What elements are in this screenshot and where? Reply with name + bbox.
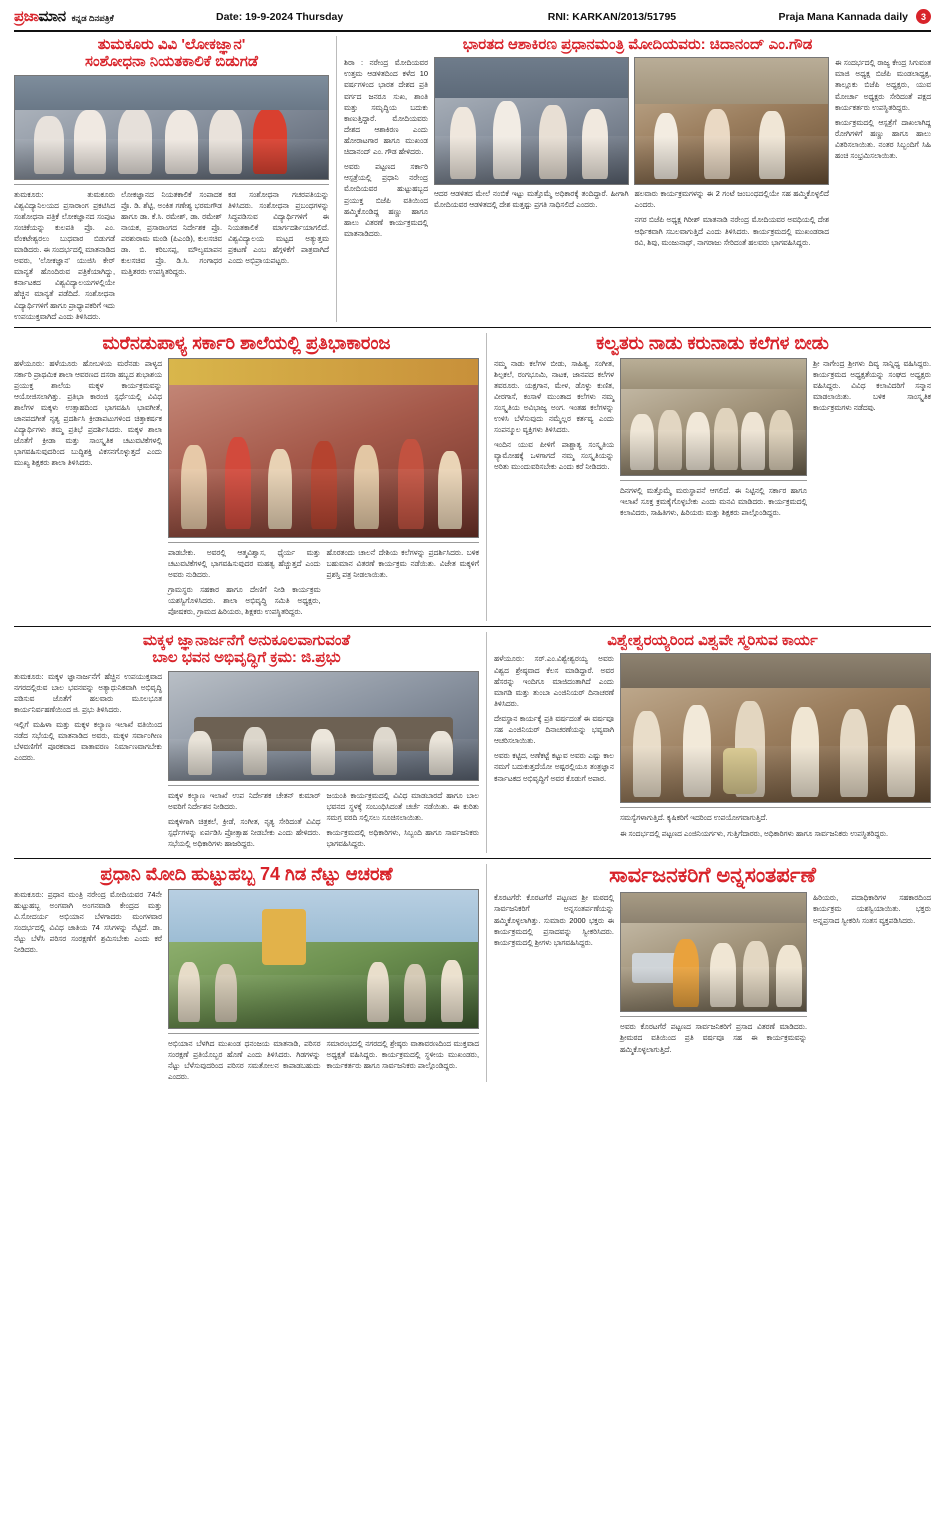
issue-date: Date: 19-9-2024 Thursday [216, 10, 344, 23]
modibday-col-1: ತುಮಕೂರು: ಪ್ರಧಾನ ಮಂತ್ರಿ ನರೇಂದ್ರ ಮೋದಿಯವರ 74ನೇ ಹುಟ್ಟುಹಬ್ಬ ಅಂಗವಾಗಿ ಅಂಗನವಾಡಿ ಕೇಂದ್ರದ ಮತ್ತು ವಿ.ಸೋದರ್ಯ ಅಭಿಯಾನ ಬೆಳಗಾದರು ಮಂಗಳವಾರ ಸಂದರ್ಭದಲ್ಲಿ ವಿವಿಧ ಜಾತಿಯ 74 ಸಸಿಗಳನ್ನು ನೆಟ್ಟಿದೆ. ಡಾ. ನೆಟ್ಟು ಬೆಳೆಸಿ ಪರಿಸರ ಸಂರಕ್ಷಣೆಗೆ ಶ್ರಮಿಸಬೇಕು ಎಂದು ಕರೆ ನೀಡಿದರು. [14, 889, 162, 955]
rni-number: RNI: KARKAN/2013/51795 [547, 10, 677, 23]
publication-subtitle: ಕನ್ನಡ ದಿನಪತ್ರಿಕೆ [71, 13, 114, 23]
row-bottom [14, 864, 931, 1082]
article-children-bhavan [14, 632, 479, 853]
headline-tumkur-2: ಸಂಶೋಧನಾ ನಿಯತಕಾಲಿಕೆ ಬಿಡುಗಡೆ [85, 53, 258, 71]
hospital-visit-photo [634, 57, 829, 185]
tumkur-col-2: ಲೋಕಜ್ಞಾನದ ನಿಯತಕಾಲಿಕೆ ಸಂಪಾದಕ ಪ್ರೊ. ಡಿ. ಶೆಟ್ಟಿ, ಅಂಕಿತ ಗಣೇಶ್ಯ ಭರಮಗೌಡ ಹಾಗೂ ಡಾ. ಕೆ.ಸಿ. ರಮೇಶ್, ಡಾ. ರಮೇಶ್ ನಾಯಕ, ಪ್ರಸಾರಾಂಗದ ನಿರ್ದೇಶಕ ಪ್ರೊ. ಪರಶುರಾಮ ಮಂಡಿ (ಪಿಎಂಡಿ), ಕುಲಸಚಿವ ಡಾ. ಬಿ. ಕರಿಬಸಪ್ಪ, ಮೌಲ್ಯಮಾಪನ ಕುಲಸಚಿವ ಪ್ರೊ. ಡಿ.ಸಿ. ಗಂಗಾಧರ ಮತ್ತಿತರರು ಉಪಸ್ಥಿತರಿದ್ದರು. [121, 189, 222, 277]
bjp-leaders-photo [434, 57, 629, 185]
tumkur-col-3: ಕಡ ಸಂಶೋಧನಾ ಗಚರಪತಿಯನ್ನು ತಿಳಿಸಿದರು. ಸಂಶೋಧನಾ ಪ್ರಬಂಧಗಳನ್ನು ಸಿದ್ಧಪಡಿಸುವ ವಿದ್ಯಾರ್ಥಿಗಳಿಗೆ ಈ ನಿಯತಕಾಲಿಕೆ ಮಾರ್ಗದರ್ಶಿಯಾಗಲಿದೆ. ವಿಶ್ವವಿದ್ಯಾಲಯ ಮಟ್ಟದ ಅತ್ಯುತ್ತಮ ಪ್ರಕಟಣೆ ಎಂಬ ಹೆಗ್ಗಳಿಕೆಗೆ ಪಾತ್ರವಾಗಿದೆ ಎಂದು ಅಭಿಪ್ರಾಯಪಟ್ಟರು. [228, 189, 329, 266]
vishwa-col-2: ಸಮಸ್ಯೆಗಳಾಗುತ್ತಿದೆ. ಕೃಷಿಕರಿಗೆ ಇದರಿಂದ ಉಪಯೋಗವಾಗುತ್ತಿದೆ. [620, 813, 768, 823]
engineers-day-photo [620, 653, 931, 803]
article-modi-pm [344, 36, 931, 322]
publication-logo: ಪ್ರಜಾಮಾನ [14, 8, 66, 25]
article-tumkur-univ [14, 36, 329, 322]
bhavan-col-2b: ಮಕ್ಕಳಿಗಾಗಿ ಚಿತ್ರಕಲೆ, ಕ್ರೀಡೆ, ಸಂಗೀತ, ನೃತ್ಯ ಸೇರಿದಂತೆ ವಿವಿಧ ಸ್ಪರ್ಧೆಗಳನ್ನು ಏರ್ಪಡಿಸಿ ಪ್ರೋತ್ಸಾಹ ನೀಡಬೇಕು ಎಂದು ಹೇಳಿದರು. ಸಭೆಯಲ್ಲಿ ಅಧಿಕಾರಿಗಳು ಹಾಜರಿದ್ದರು. [168, 816, 321, 849]
headline-annasantarpane: ಸಾರ್ವಜನಕರಿಗೆ ಅನ್ನಸಂತರ್ಪಣೆ [609, 864, 816, 888]
school-col-1: ಹಳೆಯೂರು: ಹಳೆಯೂರು ಹೋಬಳಿಯ ಮರೆನಡು ಪಾಳ್ಯದ ಸರ್ಕಾರಿ ಪ್ರಾಥಮಿಕ ಶಾಲಾ ಆವರಣದ ದಸರಾ ಹಬ್ಬದ ಶುಭಾಶಯ ಪ್ರಯುಕ್ತ ಶಾಲೆಯ ಮಕ್ಕಳ ಕಾರ್ಯಕ್ರಮವನ್ನು ಆಯೋಜಿಸಲಾಗಿತ್ತು. ಪ್ರತಿಭಾ ಕಾರಂಜಿ ಸ್ಪರ್ಧೆಯಲ್ಲಿ ವಿವಿಧ ಶಾಲೆಗಳ ಮಕ್ಕಳು ಉತ್ಸಾಹದಿಂದ ಭಾಗವಹಿಸಿ ಭಾವಗೀತೆ, ಜಾನಪದಗೀತೆ ನೃತ್ಯ ಪ್ರದರ್ಶಿಸಿ ಕ್ರೀಡಾಪಟುಗಳಿಂದ ಚಿತ್ತಾಕರ್ಷಕ ವಿದ್ಯಾರ್ಥಿಗಳು ತಮ್ಮ ಪ್ರತಿಭೆ ಪ್ರದರ್ಶಿಸಿದರು. ಮಕ್ಕಳ ಶಾಲಾ ಜೊತೆಗೆ ಕ್ರೀಡಾ ಮತ್ತು ಸಾಂಸ್ಕೃತಿಕ ಚಟುವಟಿಕೆಗಳಲ್ಲಿ ಭಾಗವಹಿಸುವುದರಿಂದ ಬುದ್ಧಿಶಕ್ತಿ ವಿಕಸನಗೊಳ್ಳುತ್ತದೆ ಎಂದು ಮುಖ್ಯ ಶಿಕ್ಷಕರು ಶಾಲಾ ತಿಳಿಸಿದರು. [14, 358, 162, 468]
modi-col-1b: ಅವರು ಪಟ್ಟಣದ ಸರ್ಕಾರಿ ಆಸ್ಪತ್ರೆಯಲ್ಲಿ ಪ್ರಧಾನಿ ನರೇಂದ್ರ ಮೋದಿಯವರ ಹುಟ್ಟುಹಬ್ಬದ ಪ್ರಯುಕ್ತ ಬಿಜೆಪಿ ವತಿಯಿಂದ ಹಮ್ಮಿಕೊಂಡಿದ್ದ ಹಣ್ಣು ಹಾಗೂ ಹಾಲು ವಿತರಣೆ ಕಾರ್ಯಕ್ರಮದಲ್ಲಿ ಮಾತನಾಡಿದರು. [344, 162, 428, 238]
row-third [14, 632, 931, 853]
bhavan-col-1b: ಇಲ್ಲಿಗೆ ಮಹಿಳಾ ಮತ್ತು ಮಕ್ಕಳ ಕಲ್ಯಾಣ ಇಲಾಖೆ ವತಿಯಿಂದ ನಡೆದ ಸಭೆಯಲ್ಲಿ ಮಾತನಾಡಿದ ಅವರು, ಮಕ್ಕಳ ಸರ್ವಾಂಗೀಣ ಬೆಳವಣಿಗೆಗೆ ಪೂರಕವಾದ ವಾತಾವರಣ ನಿರ್ಮಾಣವಾಗಬೇಕು ಎಂದರು. [14, 720, 162, 763]
kalvataru-col-2: ದಿನಗಳಲ್ಲಿ ಮತ್ತೊಮ್ಮೆ ಮರುಸ್ಥಾಪನೆ ಆಗಲಿದೆ. ಈ ನಿಟ್ಟಿನಲ್ಲಿ ಸರ್ಕಾರ ಹಾಗೂ ಇಲಾಖೆ ಸೂಕ್ತ ಕ್ರಮಕೈಗೊಳ್ಳಬೇಕು ಎಂದು ಮನವಿ ಮಾಡಿದರು. ಕಾರ್ಯಕ್ರಮದಲ್ಲಿ ಕಲಾವಿದರು, ಸಾಹಿತಿಗಳು, ಹಿರಿಯರು ಮತ್ತು ಶಿಕ್ಷಕರು ಪಾಲ್ಗೊಂಡಿದ್ದರು. [620, 485, 807, 517]
school-children-cultural-photo [168, 358, 479, 538]
anna-col-2: ಅವರು ಕೊರಟಗೆರೆ ಪಟ್ಟಣದ ಸಾರ್ವಜನಿಕರಿಗೆ ಪ್ರಸಾದ ವಿತರಣೆ ಮಾಡಿದರು. ಶ್ರೀಮಠದ ವತಿಯಿಂದ ಪ್ರತಿ ವರ್ಷವೂ ಸಹ ಈ ಕಾರ್ಯಕ್ರಮವನ್ನು ಹಮ್ಮಿಕೊಳ್ಳಲಾಗುತ್ತಿದೆ. [620, 1022, 807, 1054]
folk-artists-group-photo [620, 358, 807, 476]
english-title: Praja Mana Kannada daily [778, 10, 908, 23]
modi-col-4: ಈ ಸಂದರ್ಭದಲ್ಲಿ ರಾಜ್ಯ ಕೇಂದ್ರ ಸಿಗುವಂತ ಮಾಜಿ ಅಧ್ಯಕ್ಷ ಬಿಜೆಪಿ ಮಂಡಲಾಧ್ಯಕ್ಷ, ತಾಲ್ಲೂಕು ಬಿಜೆಪಿ ಅಧ್ಯಕ್ಷರು, ಯುವ ಮೋರ್ಚಾ ಅಧ್ಯಕ್ಷರು ಸೇರಿದಂತೆ ಪಕ್ಷದ ಕಾರ್ಯಕರ್ತರು ಉಪಸ್ಥಿತರಿದ್ದರು. [835, 58, 931, 112]
article-kalvataru [494, 333, 931, 621]
bhavan-col-2: ಮಕ್ಕಳ ಕಲ್ಯಾಣ ಇಲಾಖೆ ಉಪ ನಿರ್ದೇಶಕ ಚೇತನ್ ಕುಮಾರ್ ಅವರಿಗೆ ನಿರ್ದೇಶನ ನೀಡಿದರು. [168, 790, 321, 811]
modi-col-4b: ಕಾರ್ಯಕ್ರಮದಲ್ಲಿ ಆಸ್ಪತ್ರೆಗೆ ದಾಖಲಾಗಿದ್ದ ರೋಗಿಗಳಿಗೆ ಹಣ್ಣು ಹಾಗೂ ಹಾಲು ವಿತರಿಸಲಾಯಿತು. ನಂತರ ಸಿಬ್ಬಂದಿಗೆ ಸಿಹಿ ಹಂಚಿ ಸಂಭ್ರಮಿಸಲಾಯಿತು. [835, 117, 931, 161]
meeting-table-photo [168, 671, 479, 781]
headline-bhavan-2: ಬಾಲ ಭವನ ಅಭಿವೃದ್ಧಿಗೆ ಕ್ರಮ: ಜಿ.ಪ್ರಭು [152, 649, 341, 667]
modi-col-3: ಹಲವಾರು ಕಾರ್ಯಕ್ರಮಗಳನ್ನು ಈ 2 ಗಂಟೆ ಜಂಬಂಧದಲ್ಲಿಯೇ ಸಹ ಹಮ್ಮಿಕೊಳ್ಳಲಿದೆ ಎಂದರು. [634, 189, 829, 210]
vishwa-col-1: ಹಳೆಯೂರು: ಸರ್.ಎಂ.ವಿಶ್ವೇಶ್ವರಯ್ಯ ಅವರು ವಿಶ್ವದ ಶ್ರೇಷ್ಠವಾದ ಕೆಲಸ ಮಾಡಿದ್ದಾರೆ. ಅವರ ಹೆಸರನ್ನು ಇಂದಿಗೂ ಮಾಜಿದಂತಾಗಿದೆ ಎಂದು ಮಾಗಡಿ ಮತ್ತು ತುಂಬಾ ಎಂಜಿನಿಯರ್ ದಿನಾಚರಣೆ ತಿಳಿಸಿದರು. [494, 654, 614, 708]
row-top [14, 36, 931, 322]
tumkur-col-1: ತುಮಕೂರು: ತುಮಕೂರು ವಿಶ್ವವಿದ್ಯಾನಿಲಯದ ಪ್ರಸಾರಾಂಗ ಪ್ರಕಟಿಸಿದ ಸಂಶೋಧನಾ ಪತ್ರಿಕೆ ಲೋಕಜ್ಞಾನದ ಸಂಪುಟ ಸಂಚಿಕೆಯನ್ನು ಕುಲಪತಿ ಪ್ರೊ. ಎಂ. ವೆಂಕಟೇಶ್ವರಲು ಬುಧವಾರ ಬಿಡುಗಡೆ ಮಾಡಿದರು. ಈ ಸಂದರ್ಭದಲ್ಲಿ ಮಾತನಾಡಿದ ಅವರು, 'ಲೋಕಜ್ಞಾನ' ಯುಜಿಸಿ ಕೇರ್ ಮಾನ್ಯತೆ ಹೊಂದಿರುವ ಪತ್ರಿಕೆಯಾಗಿದ್ದು, ಕರ್ನಾಟಕದ ವಿಶ್ವವಿದ್ಯಾಲಯಗಳಲ್ಲಿಯೇ ಹೆಚ್ಚಿನ ಮಾನ್ಯತೆ ಪಡೆದಿದೆ. ಸಂಶೋಧನಾ ವಿದ್ಯಾರ್ಥಿಗಳಿಗೆ ಹಾಗೂ ಪ್ರಾಧ್ಯಾಪಕರಿಗೆ ಇದು ಉಪಯುಕ್ತವಾಗಿದೆ ಎಂದು ತಿಳಿಸಿದರು. [14, 189, 115, 321]
school-col-2: ಪಾಡಬೇಕು. ಅವರಲ್ಲಿ ಆತ್ಮವಿಶ್ವಾಸ, ಧೈರ್ಯ ಮತ್ತು ಚಟುವಟಿಕೆಗಳಲ್ಲಿ ಭಾಗವಹಿಸುವುದರ ಮಹತ್ವ ಹೆಚ್ಚುತ್ತದೆ ಎಂದು ಅವರು ನುಡಿದರು. [168, 547, 321, 579]
school-col-2b: ಗ್ರಾಮಸ್ಥರು ಸಹಕಾರ ಹಾಗೂ ದೇಣಿಗೆ ನೀಡಿ ಕಾರ್ಯಕ್ರಮ ಯಶಸ್ವಿಗೊಳಿಸಿದರು. ಶಾಲಾ ಅಭಿವೃದ್ಧಿ ಸಮಿತಿ ಅಧ್ಯಕ್ಷರು, ಪೋಷಕರು, ಗ್ರಾಮದ ಹಿರಿಯರು, ಶಿಕ್ಷಕರು ಉಪಸ್ಥಿತರಿದ್ದರು. [168, 584, 321, 617]
school-col-3: ಹೊರತಂದು ಚಾಲನೆ ದೇಶಿಯ ಕಲೆಗಳನ್ನು ಪ್ರದರ್ಶಿಸಿದರು. ಬಳಿಕ ಬಹುಮಾನ ವಿತರಣೆ ಕಾರ್ಯಕ್ರಮ ನಡೆಯಿತು. ವಿಜೇತ ಮಕ್ಕಳಿಗೆ ಪ್ರಶಸ್ತಿ ಪತ್ರ ನೀಡಲಾಯಿತು. [326, 547, 479, 579]
modi-col-3b: ನಗರ ಬಿಜೆಪಿ ಅಧ್ಯಕ್ಷ ಗಿರೀಶ್ ಮಾತನಾಡಿ ನರೇಂದ್ರ ಮೋದಿಯವರ ಅವಧಿಯಲ್ಲಿ ದೇಶ ಆರ್ಥಿಕವಾಗಿ ಸಬಲವಾಗುತ್ತಿದೆ ಎಂದು ತಿಳಿಸಿದರು. ಕಾರ್ಯಕ್ರಮದಲ್ಲಿ ಮುಖಂಡರಾದ ರವಿ, ಶಿವು, ಮಂಜುನಾಥ್, ನಾಗರಾಜು ಸೇರಿದಂತೆ ಹಲವರು ಭಾಗವಹಿಸಿದ್ದರು. [634, 215, 829, 247]
bhavan-col-3b: ಕಾರ್ಯಕ್ರಮದಲ್ಲಿ ಅಧಿಕಾರಿಗಳು, ಸಿಬ್ಬಂದಿ ಹಾಗೂ ಸಾರ್ವಜನಿಕರು ಭಾಗವಹಿಸಿದ್ದರು. [326, 827, 479, 849]
headline-modi-pm: ಭಾರತದ ಆಶಾಕಿರಣ ಪ್ರಧಾನಮಂತ್ರಿ ಮೋದಿಯವರು: ಚಿದಾನಂದ್ ಎಂ.ಗೌಡ [462, 36, 813, 53]
modibday-col-2: ಅಭಿಯಾನ ಬೆಳಗಿದ ಮುಖಂಡ ಧನಂಜಯ ಮಾತನಾಡಿ, ಪರಿಸರ ಸಂರಕ್ಷಣೆ ಪ್ರತಿಯೊಬ್ಬರ ಹೊಣೆ ಎಂದು ತಿಳಿಸಿದರು. ಗಿಡಗಳನ್ನು ನೆಟ್ಟು ಬೆಳೆಸುವುದರಿಂದ ಪರಿಸರ ಸಮತೋಲನ ಕಾಪಾಡಬಹುದು ಎಂದರು. [168, 1038, 321, 1082]
headline-tumkur-1: ತುಮಕೂರು ವಿವಿ 'ಲೋಕಜ್ಞಾನ' [97, 36, 246, 53]
kalvataru-col-3: ಶ್ರೀ ನಾಗೇಂದ್ರ ಶ್ರೀಗಳು ದಿವ್ಯ ಸಾನ್ನಿಧ್ಯ ವಹಿಸಿದ್ದರು. ಕಾರ್ಯಕ್ರಮದ ಅಧ್ಯಕ್ಷತೆಯನ್ನು ಸಂಘದ ಅಧ್ಯಕ್ಷರು ವಹಿಸಿದ್ದರು. ವಿವಿಧ ಕಲಾವಿದರಿಗೆ ಸನ್ಮಾನ ಮಾಡಲಾಯಿತು. ಬಳಿಕ ಸಾಂಸ್ಕೃತಿಕ ಕಾರ್ಯಕ್ರಮಗಳು ನಡೆದವು. [813, 358, 931, 412]
article-modi-birthday [14, 864, 479, 1082]
vishwa-col-2b: ಈ ಸಂದರ್ಭದಲ್ಲಿ ಪಟ್ಟಣದ ಎಂಜಿನಿಯರ್ಗಳು, ಗುತ್ತಿಗೆದಾರರು, ಅಧಿಕಾರಿಗಳು ಹಾಗೂ ಸಾರ್ವಜನಿಕರು ಉಪಸ್ಥಿತರಿದ್ದರು. [620, 828, 889, 838]
headline-modi-birthday: ಪ್ರಧಾನಿ ಮೋದಿ ಹುಟ್ಟುಹಬ್ಬ 74 ಗಿಡ ನೆಟ್ಟು ಆಚರಣೆ [100, 864, 393, 885]
headline-kalvataru: ಕಲ್ವತರು ನಾಡು ಕರುನಾಡು ಕಲೆಗಳ ಬೀಡು [596, 332, 829, 353]
row-middle [14, 333, 931, 621]
article-annasantarpane [494, 864, 931, 1082]
modi-col-1: ಶಿರಾ : ನರೇಂದ್ರ ಮೋದಿಯವರ ಉತ್ತಮ ಆಡಳಿತದಿಂದ ಕಳೆದ 10 ವರ್ಷಗಳಿಂದ ಭಾರತ ದೇಶದ ಪ್ರತಿ ವರ್ಗದ ಜನರೂ ಸುಖ, ಶಾಂತಿ ಮತ್ತು ಸಮೃದ್ಧಿಯ ಬದುಕು ಕಾಣುತ್ತಿದ್ದಾರೆ. ಮೋದಿಯವರು ದೇಶದ ಆಶಾಕಿರಣ ಎಂದು ಹೋರಾಟಗಾರ ಹಾಗೂ ಮುಖಂಡ ಚಿದಾನಂದ್ ಎಂ. ಗೌಡ ಹೇಳಿದರು. [344, 58, 428, 157]
bhavan-col-1: ತುಮಕೂರು: ಮಕ್ಕಳ ಜ್ಞಾನಾರ್ಜನೆಗೆ ಹೆಚ್ಚಿನ ಉಪಯುಕ್ತವಾದ ನಗರದಲ್ಲಿರುವ ಬಾಲ ಭವನವನ್ನು ಅತ್ಯಾಧುನಿಕವಾಗಿ ಅಭಿವೃದ್ಧಿ ಪಡಿಸುವ ಜೊತೆಗೆ ಹಲವಾರು ಮೂಲಭೂತ ಕಾರ್ಯನಿರ್ವಹಣೆಯಿಂದ ಜಿ. ಪ್ರಭು ತಿಳಿಸಿದರು. [14, 671, 162, 714]
modi-col-2: ಆದರ ಆಡಳಿತದ ಮೇಲೆ ನಂಬಿಕೆ ಇಟ್ಟು ಮತ್ತೊಮ್ಮೆ ಅಧಿಕಾರಕ್ಕೆ ತಂದಿದ್ದಾರೆ. ಹೀಗಾಗಿ ಮೋದಿಯವರ ಆಡಳಿತದಲ್ಲಿ ದೇಶ ಮತ್ತಷ್ಟು ಪ್ರಗತಿ ಸಾಧಿಸಲಿದೆ ಎಂದರು. [434, 189, 629, 210]
anna-col-1: ಕೊರಟಗೆರೆ: ಕೊರಟಗೆರೆ ಪಟ್ಟಣದ ಶ್ರೀ ಮಠದಲ್ಲಿ ಸಾರ್ವಜನಿಕರಿಗೆ ಅನ್ನಸಂತರ್ಪಣೆಯನ್ನು ಹಮ್ಮಿಕೊಳ್ಳಲಾಗಿತ್ತು. ಸುಮಾರು 2000 ಭಕ್ತರು ಈ ಕಾರ್ಯಕ್ರಮದಲ್ಲಿ ಪ್ರಸಾದವನ್ನು ಸ್ವೀಕರಿಸಿದರು. ಕಾರ್ಯಕ್ರಮದಲ್ಲಿ ಶ್ರೀಗಳು ಭಾಗವಹಿಸಿದ್ದರು. [494, 893, 614, 947]
kalvataru-col-1b: ಇಂದಿನ ಯುವ ಪೀಳಿಗೆ ಪಾಶ್ಚಾತ್ಯ ಸಂಸ್ಕೃತಿಯ ವ್ಯಾಮೋಹಕ್ಕೆ ಒಳಗಾಗದೆ ನಮ್ಮ ಸಂಸ್ಕೃತಿಯನ್ನು ಅರಿತು ಮುಂದುವರಿಸಬೇಕು ಎಂದು ಕರೆ ನೀಡಿದರು. [494, 440, 614, 472]
article-school-talent [14, 333, 479, 621]
page-number-badge: 3 [916, 9, 931, 24]
book-release-photo [14, 75, 329, 180]
headline-school-talent: ಮರೆನಡುಪಾಳ್ಯ ಸರ್ಕಾರಿ ಶಾಲೆಯಲ್ಲಿ ಪ್ರತಿಭಾಕಾರಂಜ [102, 332, 391, 353]
modibday-col-3: ಸಮಾರಂಭದಲ್ಲಿ ನಗರದಲ್ಲಿ ಶ್ರೇಷ್ಠರು ವಾತಾವರಣದಿಂದ ಮುಕ್ತವಾದ ಅಧ್ಯಕ್ಷತೆ ವಹಿಸಿದ್ದರು. ಕಾರ್ಯಕ್ರಮದಲ್ಲಿ ಸ್ಥಳೀಯ ಮುಖಂಡರು, ಕಾರ್ಯಕರ್ತರು ಹಾಗೂ ಸಾರ್ವಜನಿಕರು ಪಾಲ್ಗೊಂಡಿದ್ದರು. [326, 1038, 479, 1071]
food-distribution-photo [620, 892, 807, 1012]
headline-bhavan-1: ಮಕ್ಕಳ ಜ್ಞಾನಾರ್ಜನೆಗೆ ಅನುಕೂಲವಾಗುವಂತೆ [142, 632, 351, 650]
vishwa-col-1b: ದೇವಸ್ಥಾನ ಕಾರ್ಯಕ್ಕೆ ಪ್ರತಿ ವರ್ಷದಂತೆ ಈ ವರ್ಷವೂ ಸಹ ಎಂಜಿನಿಯರ್ ದಿನಾಚರಣೆಯನ್ನು ಭವ್ಯವಾಗಿ ಆಚರಿಸಲಾಯಿತು. [494, 713, 614, 746]
tree-planting-photo [168, 889, 479, 1029]
kalvataru-col-1: ನಮ್ಮ ನಾಡು ಕಲೆಗಳ ಬೀಡು, ಸಾಹಿತ್ಯ, ಸಂಗೀತ, ಶಿಲ್ಪಕಲೆ, ರಂಗಭೂಮಿ, ನಾಟಕ, ಜಾನಪದ ಕಲೆಗಳ ತವರೂರು. ಯಕ್ಷಗಾನ, ಮೇಳ, ಡೊಳ್ಳು ಕುಣಿತ, ವೀರಗಾಸೆ, ಕಂಸಾಳೆ ಮುಂತಾದ ಕಲೆಗಳು ನಮ್ಮ ಸಂಸ್ಕೃತಿಯ ಅವಿಭಾಜ್ಯ ಅಂಗ. ಇಂತಹ ಕಲೆಗಳನ್ನು ಉಳಿಸಿ ಬೆಳೆಸುವುದು ನಮ್ಮೆಲ್ಲರ ಕರ್ತವ್ಯ ಎಂದು ಸಂಪನ್ಮೂಲ ವ್ಯಕ್ತಿಗಳು ತಿಳಿಸಿದರು. [494, 358, 614, 435]
vishwa-col-1c: ಅವರು ಕಟ್ಟಿದ, ಅಣೆಕಟ್ಟೆ ಕಟ್ಟುವ ಅವರು ಎಷ್ಟು ಕಾಲ ನಮಗೆ ಬದುಕುತ್ತದೆಯೋ ಅಷ್ಟರಲ್ಲಿಯೂ ತಂತ್ರಜ್ಞಾನ ಕರ್ನಾಟಕದ ಅಭಿವೃದ್ಧಿಗೆ ಅವರ ಕೊಡುಗೆ ಅಪಾರ. [494, 751, 614, 783]
headline-vishweshwaraiah: ವಿಶ್ವೇಶ್ವರಯ್ಯರಿಂದ ವಿಶ್ವವೇ ಸ್ಮರಿಸುವ ಕಾರ್ಯ [607, 632, 818, 650]
anna-col-3: ಹಿರಿಯರು, ಪದಾಧಿಕಾರಿಗಳ ಸಹಕಾರದಿಂದ ಕಾರ್ಯಕ್ರಮ ಯಶಸ್ವಿಯಾಯಿತು. ಭಕ್ತರು ಅನ್ನಪ್ರಸಾದ ಸ್ವೀಕರಿಸಿ ಸಂತಸ ವ್ಯಕ್ತಪಡಿಸಿದರು. [813, 893, 931, 925]
masthead [14, 8, 931, 32]
article-vishweshwaraiah [494, 632, 931, 853]
bhavan-col-3: ಜಯಂತಿ ಕಾರ್ಯಕ್ರಮದಲ್ಲಿ ವಿವಿಧ ಮಾಡಬಾರದೆ ಹಾಗೂ ಬಾಲ ಭವನದ ಸ್ಥಳಕ್ಕೆ ಸಂಬಂಧಿಸಿದಂತೆ ಚರ್ಚೆ ನಡೆಯಿತು. ಈ ಕುರಿತು ಸಮಗ್ರ ವರದಿ ಸಲ್ಲಿಸಲು ಸೂಚಿಸಲಾಯಿತು. [326, 790, 479, 822]
